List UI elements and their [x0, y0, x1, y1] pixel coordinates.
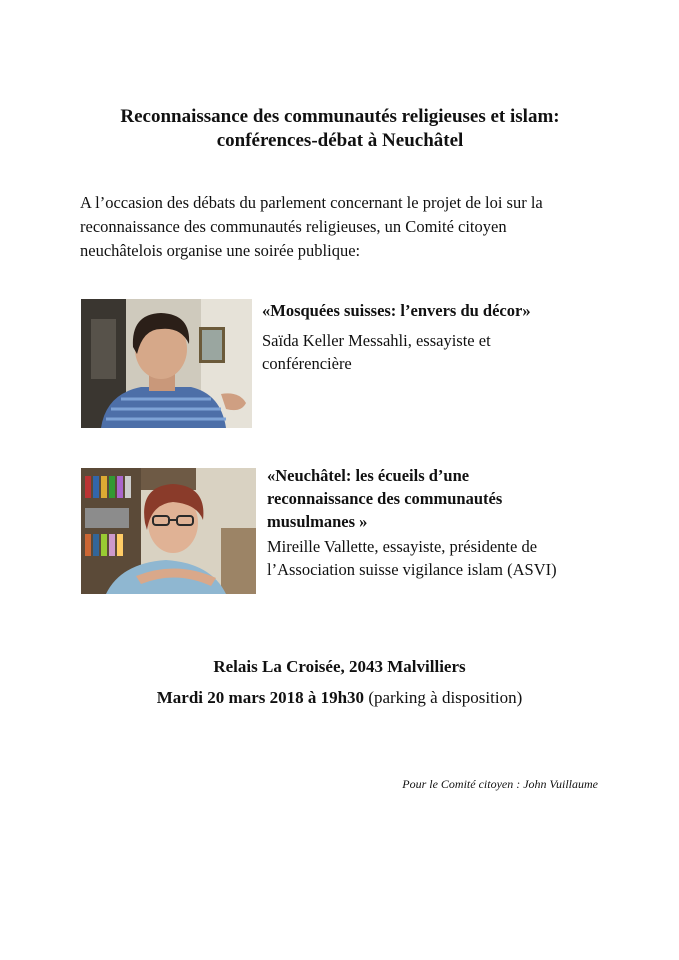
title-line-1: Reconnaissance des communautés religieuses et islam:: [120, 106, 560, 127]
page-title: [60, 105, 620, 153]
intro-line-1: A l’occasion des débats du parlement concernant le projet de loi sur la: [80, 193, 543, 212]
intro-line-3: neuchâtelois organise une soirée publique:: [80, 241, 361, 260]
talk-2: [267, 464, 627, 581]
signature: Pour le Comité citoyen : John Vuillaume: [402, 777, 598, 791]
talk-2-speaker-line-1: Mireille Vallette, essayiste, présidente de: [267, 537, 538, 556]
event-date-time: Mardi 20 mars 2018 à 19h30: [156, 688, 365, 707]
venue: Relais La Croisée, 2043 Malvilliers: [213, 657, 466, 676]
talk-2-title-line-3: musulmanes »: [267, 512, 368, 531]
title-line-2: conférences-débat à Neuchâtel: [216, 130, 464, 151]
speaker-photo-1: [81, 299, 252, 428]
intro-paragraph: [80, 191, 610, 263]
talk-2-title-line-1: «Neuchâtel: les écueils d’une: [267, 466, 470, 485]
parking-note: (parking à disposition): [364, 688, 523, 707]
talk-2-speaker-line-2: l’Association suisse vigilance islam (ASVI): [267, 560, 557, 579]
talk-2-title-line-2: reconnaissance des communautés: [267, 489, 503, 508]
talk-1: [262, 299, 622, 375]
event-datetime: [0, 688, 679, 708]
talk-1-title: «Mosquées suisses: l’envers du décor»: [262, 301, 531, 320]
talk-1-speaker-line-1: Saïda Keller Messahli, essayiste et: [262, 331, 491, 350]
talk-1-speaker-line-2: conférencière: [262, 354, 352, 373]
intro-line-2: reconnaissance des communautés religieuses, un Comité citoyen: [80, 217, 507, 236]
speaker-photo-2: [81, 468, 256, 594]
